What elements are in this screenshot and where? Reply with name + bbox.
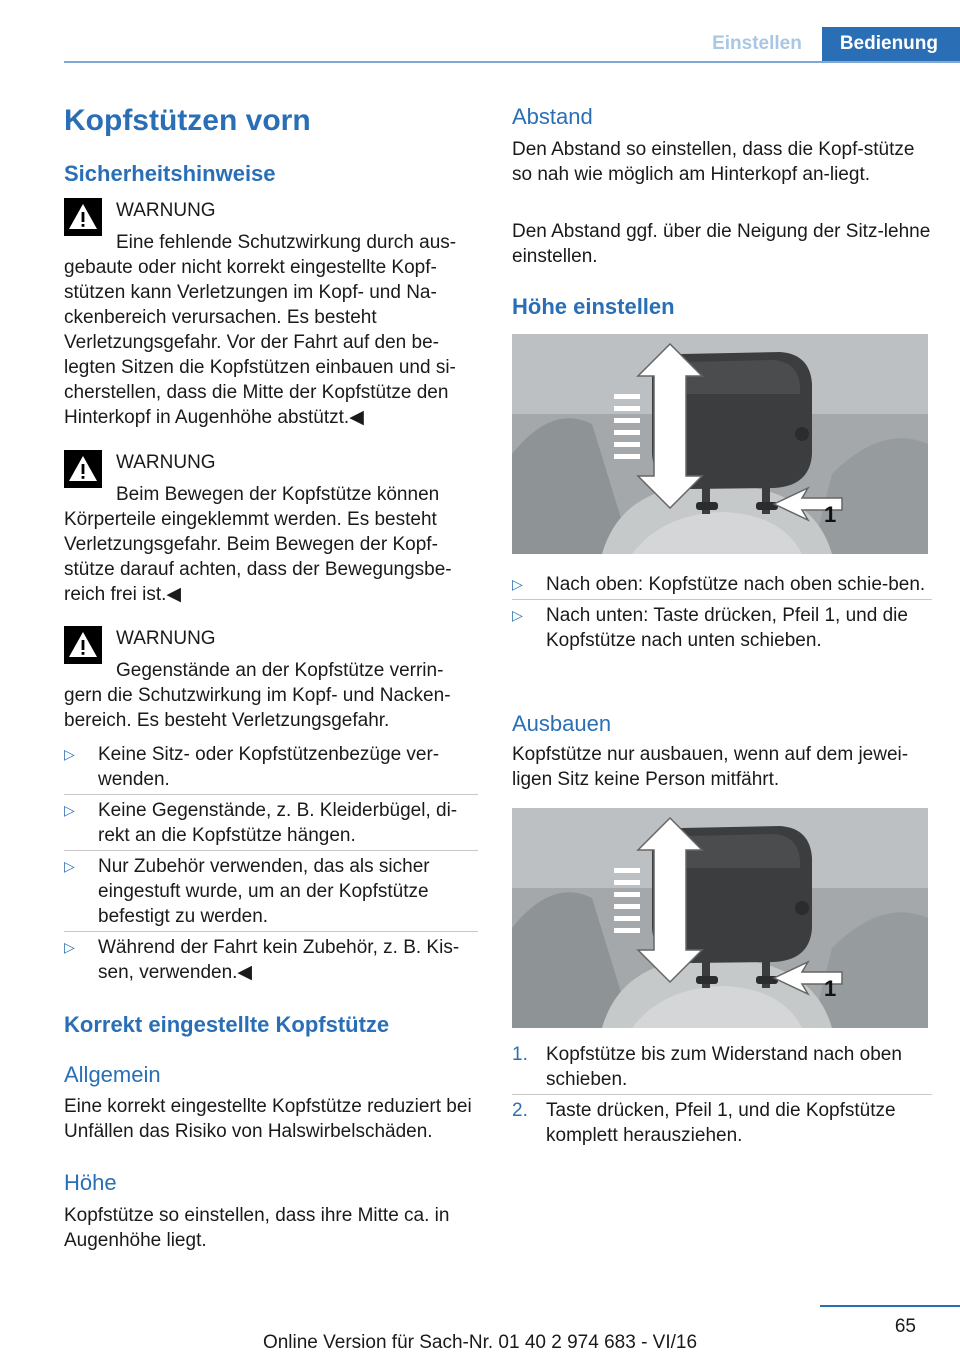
list-item: ▷ Nur Zubehör verwenden, das als sicher eingestuft wurde, um an der Kopfstütze befestigt zu werden.: [64, 854, 478, 929]
page-title: Kopfstützen vorn: [64, 104, 311, 137]
triangle-bullet-icon: ▷: [64, 858, 75, 874]
warning-text-first-line: Gegenstände an der Kopfstütze verrin-: [116, 660, 444, 681]
list-item: 2. Taste drücken, Pfeil 1, und die Kopfstütze komplett herausziehen.: [512, 1100, 896, 1146]
triangle-bullet-icon: ▷: [512, 607, 523, 623]
warning-text-first-line: Eine fehlende Schutzwirkung durch aus-: [116, 232, 457, 253]
footer-rule: [820, 1305, 960, 1307]
tab-bedienung: Bedienung: [822, 27, 960, 61]
correct-heading: Korrekt eingestellte Kopfstütze: [64, 1012, 390, 1037]
abstand-paragraph-1: Den Abstand so einstellen, dass die Kopf-stütze so nah wie möglich am Hinterkopf an-liegt.: [512, 139, 915, 185]
safety-heading: Sicherheitshinweise: [64, 161, 276, 186]
photo-callout-1: 1: [824, 502, 837, 527]
warning-triangle-icon: [64, 198, 102, 236]
list-item: ▷ Keine Sitz- oder Kopfstützenbezüge ver-wenden.: [64, 742, 478, 792]
tab-einstellen: Einstellen: [712, 33, 802, 54]
page-number: 65: [894, 1316, 916, 1337]
triangle-bullet-icon: ▷: [64, 939, 75, 955]
step-number: 1.: [512, 1044, 528, 1065]
warning-label: WARNUNG: [116, 628, 216, 649]
header-tabs: [692, 27, 960, 61]
hoehe-bullet-list: [512, 572, 932, 653]
warning-2-text: Körperteile eingeklemmt werden. Es besteht Verletzungsgefahr. Beim Bewegen der Kopf-stütze darauf achten, dass der Bewegungsbe-reich frei ist.◀: [64, 509, 452, 605]
online-version-footer: Online Version für Sach-Nr. 01 40 2 974 683 - VI/16: [262, 1332, 698, 1353]
triangle-bullet-icon: ▷: [64, 746, 75, 762]
list-item: ▷ Während der Fahrt kein Zubehör, z. B. Kis-sen, verwenden.◀: [64, 937, 460, 983]
list-item: ▷ Nach oben: Kopfstütze nach oben schie-ben.: [512, 572, 932, 597]
warning-1-text: gebaute oder nicht korrekt eingestellte Kopf-stützen kann Verletzungen im Kopf- und Na-ckenbereich verursachen. Es besteht Verletzungsgefahr. Vor der Fahrt auf den be-legten Sitzen die Kopfstützen einbauen und si-cherstellen, dass die Mitte der Kopfstütze den Hinterkopf in Augenhöhe abstützt.◀: [64, 257, 456, 428]
warning-bullet-list: [64, 742, 478, 985]
list-item: ▷ Nach unten: Taste drücken, Pfeil 1, und die Kopfstütze nach unten schieben.: [512, 605, 908, 651]
allgemein-heading: Allgemein: [64, 1062, 161, 1087]
abstand-heading: Abstand: [512, 104, 593, 129]
hoehe-einstellen-heading: Höhe einstellen: [512, 294, 675, 319]
warning-triangle-icon: [64, 626, 102, 664]
hoehe-heading: Höhe: [64, 1170, 117, 1195]
headrest-photo-removal: [512, 808, 928, 1028]
triangle-bullet-icon: ▷: [512, 576, 523, 592]
ausbauen-heading: Ausbauen: [512, 711, 612, 736]
step-number: 2.: [512, 1100, 528, 1121]
hoehe-text: Kopfstütze so einstellen, dass ihre Mitte ca. in Augenhöhe liegt.: [64, 1205, 450, 1251]
ausbauen-text: Kopfstütze nur ausbauen, wenn auf dem jewei-ligen Sitz keine Person mitfährt.: [512, 744, 909, 790]
abstand-paragraph-2: Den Abstand ggf. über die Neigung der Sitz-lehne einstellen.: [512, 221, 931, 267]
header-rule: [64, 61, 960, 63]
warning-text-first-line: Beim Bewegen der Kopfstütze können: [116, 484, 440, 505]
allgemein-text: Eine korrekt eingestellte Kopfstütze reduziert bei Unfällen das Risiko von Halswirbelschäden.: [64, 1096, 472, 1142]
warning-label: WARNUNG: [116, 452, 216, 473]
photo-callout-1: 1: [824, 976, 837, 1001]
triangle-bullet-icon: ▷: [64, 802, 75, 818]
headrest-photo-height: [512, 334, 928, 554]
warning-label: WARNUNG: [116, 200, 216, 221]
list-item: ▷ Keine Gegenstände, z. B. Kleiderbügel, di-rekt an die Kopfstütze hängen.: [64, 798, 478, 848]
warning-3-text: gern die Schutzwirkung im Kopf- und Nacken-bereich. Es besteht Verletzungsgefahr.: [64, 685, 451, 731]
ausbauen-step-list: [512, 1042, 932, 1148]
warning-triangle-icon: [64, 450, 102, 488]
list-item: 1. Kopfstütze bis zum Widerstand nach oben schieben.: [512, 1042, 932, 1092]
